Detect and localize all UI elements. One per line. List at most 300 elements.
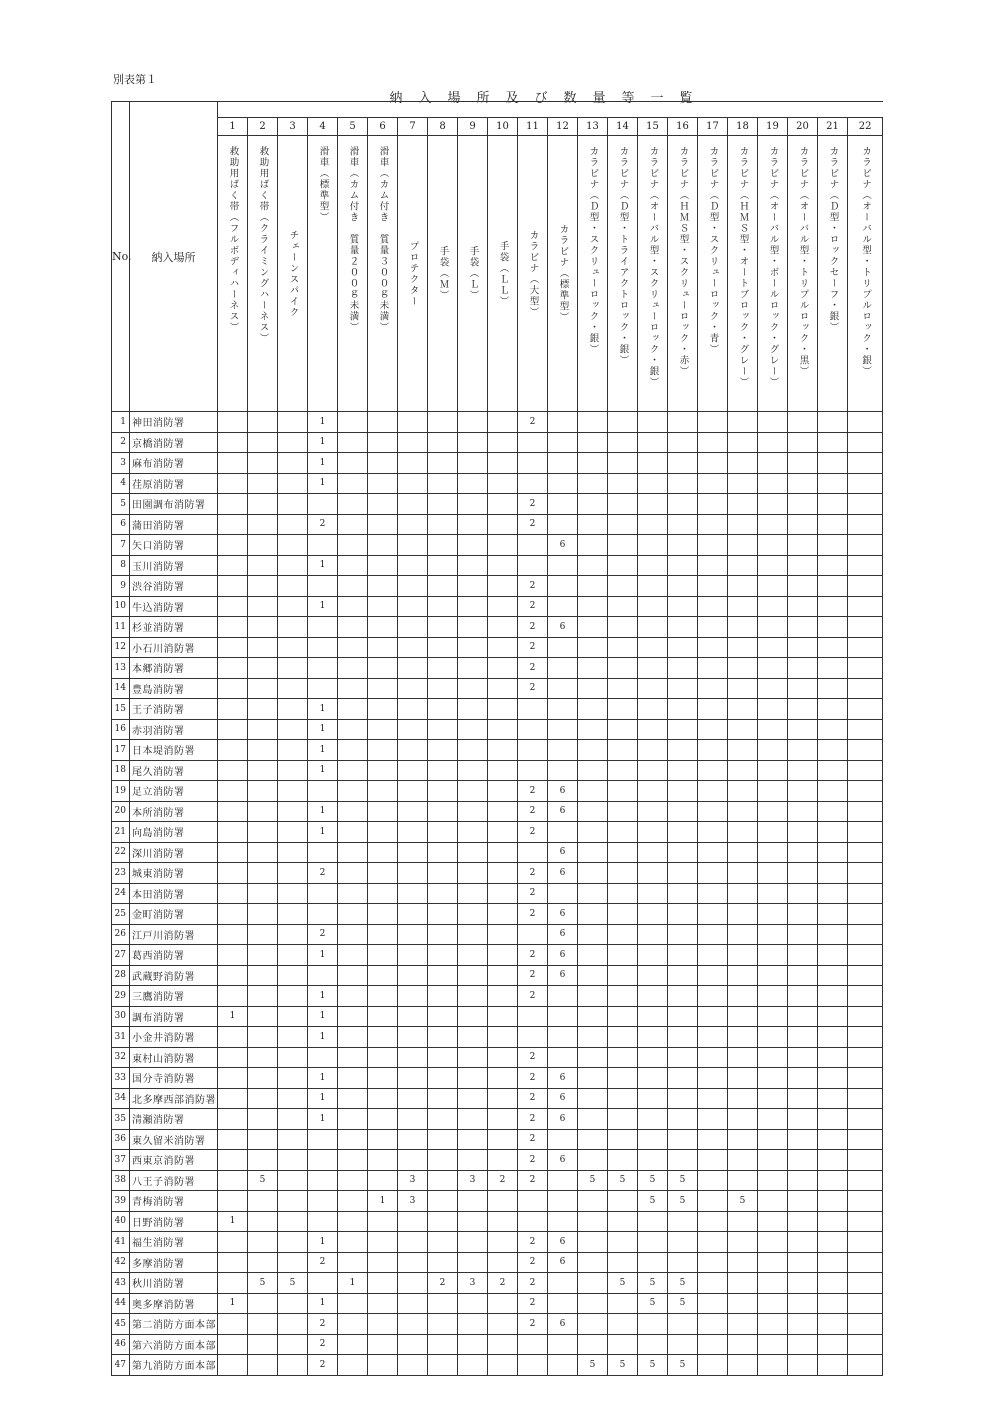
quantity-cell: 2 — [308, 1314, 338, 1335]
quantity-cell: 2 — [518, 596, 548, 617]
quantity-cell — [248, 1088, 278, 1109]
quantity-cell — [608, 1068, 638, 1089]
quantity-cell — [338, 883, 368, 904]
quantity-cell — [278, 617, 308, 638]
quantity-cell — [338, 658, 368, 679]
quantity-cell — [368, 412, 398, 433]
quantity-cell — [608, 1150, 638, 1171]
quantity-cell — [818, 760, 848, 781]
quantity-cell — [698, 1150, 728, 1171]
quantity-cell — [548, 555, 578, 576]
quantity-cell — [458, 1355, 488, 1376]
quantity-cell — [518, 535, 548, 556]
quantity-cell — [428, 924, 458, 945]
quantity-cell — [818, 1088, 848, 1109]
quantity-cell — [608, 535, 638, 556]
quantity-cell — [608, 1334, 638, 1355]
quantity-cell — [668, 781, 698, 802]
quantity-cell — [578, 412, 608, 433]
row-number: 9 — [112, 576, 130, 597]
quantity-cell — [278, 494, 308, 515]
quantity-cell — [728, 1314, 758, 1335]
quantity-cell — [758, 883, 788, 904]
quantity-cell — [278, 1293, 308, 1314]
quantity-cell — [218, 699, 248, 720]
row-number: 24 — [112, 883, 130, 904]
quantity-cell — [608, 740, 638, 761]
quantity-cell — [638, 1006, 668, 1027]
quantity-cell — [338, 1170, 368, 1191]
quantity-cell — [638, 965, 668, 986]
quantity-cell — [608, 945, 638, 966]
quantity-cell — [758, 1109, 788, 1130]
quantity-cell — [788, 1232, 818, 1253]
row-number: 47 — [112, 1355, 130, 1376]
column-number: 18 — [728, 118, 758, 136]
quantity-cell — [458, 514, 488, 535]
delivery-place: 秋川消防署 — [130, 1273, 218, 1294]
quantity-cell — [548, 1355, 578, 1376]
quantity-cell — [518, 1191, 548, 1212]
quantity-cell — [668, 473, 698, 494]
quantity-cell — [278, 760, 308, 781]
quantity-cell — [668, 617, 698, 638]
delivery-place: 城東消防署 — [130, 863, 218, 884]
quantity-cell — [848, 555, 883, 576]
quantity-cell — [638, 945, 668, 966]
delivery-place: 三鷹消防署 — [130, 986, 218, 1007]
quantity-cell — [698, 1314, 728, 1335]
row-number: 26 — [112, 924, 130, 945]
row-number: 7 — [112, 535, 130, 556]
quantity-cell — [368, 1027, 398, 1048]
quantity-cell — [338, 781, 368, 802]
quantity-cell — [218, 1068, 248, 1089]
quantity-cell — [398, 1150, 428, 1171]
item-header — [398, 136, 428, 412]
quantity-cell — [488, 740, 518, 761]
quantity-cell — [368, 453, 398, 474]
quantity-cell — [578, 1088, 608, 1109]
quantity-cell — [398, 473, 428, 494]
quantity-cell: 5 — [608, 1170, 638, 1191]
table-row — [112, 678, 883, 699]
table-row — [112, 719, 883, 740]
quantity-cell — [758, 494, 788, 515]
quantity-cell — [638, 678, 668, 699]
quantity-cell — [218, 801, 248, 822]
quantity-cell — [488, 637, 518, 658]
quantity-cell — [848, 822, 883, 843]
quantity-cell — [638, 1314, 668, 1335]
table-row — [112, 986, 883, 1007]
quantity-cell — [818, 514, 848, 535]
quantity-cell — [788, 1252, 818, 1273]
row-number: 37 — [112, 1150, 130, 1171]
quantity-cell — [638, 883, 668, 904]
quantity-cell — [548, 699, 578, 720]
item-header — [818, 136, 848, 412]
quantity-cell — [668, 822, 698, 843]
quantity-cell — [848, 1068, 883, 1089]
quantity-cell — [788, 453, 818, 474]
quantity-cell — [338, 1150, 368, 1171]
item-header-label: 救助用ばく帯（クライミングハーネス） — [257, 146, 269, 344]
quantity-cell — [458, 760, 488, 781]
table-row — [112, 1129, 883, 1150]
quantity-cell — [728, 473, 758, 494]
quantity-cell — [788, 412, 818, 433]
quantity-cell — [308, 1191, 338, 1212]
quantity-cell: 5 — [638, 1170, 668, 1191]
table-row — [112, 1252, 883, 1273]
quantity-cell — [218, 1027, 248, 1048]
quantity-cell — [488, 842, 518, 863]
table-row — [112, 494, 883, 515]
quantity-cell: 2 — [308, 1252, 338, 1273]
quantity-cell: 6 — [548, 842, 578, 863]
quantity-cell — [278, 1170, 308, 1191]
quantity-cell — [788, 863, 818, 884]
quantity-cell — [728, 986, 758, 1007]
row-number: 13 — [112, 658, 130, 679]
table-body — [112, 412, 883, 1376]
quantity-cell: 5 — [578, 1355, 608, 1376]
quantity-cell — [428, 1191, 458, 1212]
item-header-label: カラビナ（オーバル型・スクリューロック・銀） — [647, 146, 659, 388]
row-number: 45 — [112, 1314, 130, 1335]
quantity-cell — [458, 1109, 488, 1130]
quantity-cell — [848, 1150, 883, 1171]
item-header — [668, 136, 698, 412]
quantity-cell — [548, 719, 578, 740]
column-number-row — [112, 118, 883, 136]
quantity-cell — [248, 576, 278, 597]
quantity-cell — [638, 658, 668, 679]
quantity-cell — [728, 494, 758, 515]
quantity-cell — [698, 514, 728, 535]
quantity-cell: 2 — [518, 883, 548, 904]
quantity-cell — [788, 658, 818, 679]
quantity-cell — [668, 494, 698, 515]
quantity-cell — [278, 596, 308, 617]
quantity-cell — [218, 596, 248, 617]
item-header-label: 滑車（標準型） — [317, 146, 329, 223]
quantity-cell — [278, 1314, 308, 1335]
quantity-cell — [848, 1170, 883, 1191]
quantity-cell — [698, 555, 728, 576]
quantity-cell — [278, 453, 308, 474]
column-number: 10 — [488, 118, 518, 136]
row-number: 1 — [112, 412, 130, 433]
quantity-cell: 1 — [308, 801, 338, 822]
quantity-cell — [548, 760, 578, 781]
quantity-cell — [338, 1334, 368, 1355]
row-number: 46 — [112, 1334, 130, 1355]
quantity-cell: 1 — [308, 1109, 338, 1130]
row-number: 28 — [112, 965, 130, 986]
item-header-label: チェーンスパイク — [287, 229, 299, 318]
quantity-cell — [278, 822, 308, 843]
delivery-place: 田園調布消防署 — [130, 494, 218, 515]
quantity-cell: 2 — [518, 801, 548, 822]
quantity-cell — [578, 719, 608, 740]
delivery-place: 北多摩西部消防署 — [130, 1088, 218, 1109]
item-header — [698, 136, 728, 412]
quantity-cell — [788, 760, 818, 781]
item-header — [608, 136, 638, 412]
quantity-cell — [788, 945, 818, 966]
quantity-cell — [848, 1129, 883, 1150]
quantity-cell — [488, 576, 518, 597]
quantity-cell — [788, 1191, 818, 1212]
quantity-cell — [518, 842, 548, 863]
quantity-cell — [338, 924, 368, 945]
quantity-cell: 5 — [728, 1191, 758, 1212]
row-number: 39 — [112, 1191, 130, 1212]
item-header — [218, 136, 248, 412]
quantity-cell — [458, 1334, 488, 1355]
quantity-cell: 2 — [518, 412, 548, 433]
quantity-cell — [458, 842, 488, 863]
row-number: 3 — [112, 453, 130, 474]
item-header — [458, 136, 488, 412]
quantity-cell — [428, 1170, 458, 1191]
quantity-cell — [818, 924, 848, 945]
quantity-cell — [548, 1211, 578, 1232]
quantity-cell — [848, 576, 883, 597]
quantity-cell — [728, 1150, 758, 1171]
column-number: 22 — [848, 118, 883, 136]
quantity-cell — [248, 1211, 278, 1232]
quantity-cell — [818, 535, 848, 556]
quantity-cell — [458, 986, 488, 1007]
quantity-cell — [848, 678, 883, 699]
quantity-cell — [428, 453, 458, 474]
quantity-cell — [458, 1027, 488, 1048]
quantity-cell — [458, 494, 488, 515]
quantity-cell — [668, 412, 698, 433]
quantity-cell — [758, 719, 788, 740]
quantity-cell — [638, 1150, 668, 1171]
quantity-cell — [428, 617, 458, 638]
table-row — [112, 1170, 883, 1191]
quantity-cell — [488, 1191, 518, 1212]
delivery-place: 江戸川消防署 — [130, 924, 218, 945]
quantity-cell — [548, 1047, 578, 1068]
quantity-cell — [638, 555, 668, 576]
quantity-cell — [398, 1334, 428, 1355]
quantity-cell — [428, 494, 458, 515]
quantity-cell — [488, 965, 518, 986]
quantity-cell — [668, 658, 698, 679]
row-number: 29 — [112, 986, 130, 1007]
quantity-cell — [518, 1027, 548, 1048]
quantity-cell — [368, 699, 398, 720]
quantity-cell — [218, 1109, 248, 1130]
quantity-cell — [458, 617, 488, 638]
quantity-cell — [518, 1006, 548, 1027]
quantity-cell: 2 — [308, 924, 338, 945]
quantity-cell — [458, 1047, 488, 1068]
quantity-cell — [788, 617, 818, 638]
quantity-cell — [578, 760, 608, 781]
quantity-cell — [548, 1293, 578, 1314]
quantity-cell — [608, 842, 638, 863]
quantity-cell — [638, 1068, 668, 1089]
quantity-cell — [248, 658, 278, 679]
quantity-cell — [488, 1047, 518, 1068]
quantity-cell — [698, 1068, 728, 1089]
quantity-cell — [788, 432, 818, 453]
quantity-cell — [368, 842, 398, 863]
delivery-place: 八王子消防署 — [130, 1170, 218, 1191]
quantity-cell — [488, 453, 518, 474]
quantity-cell — [818, 1314, 848, 1335]
quantity-cell — [578, 1334, 608, 1355]
quantity-cell — [488, 945, 518, 966]
quantity-cell — [848, 904, 883, 925]
quantity-cell — [368, 781, 398, 802]
quantity-cell — [248, 883, 278, 904]
quantity-cell — [698, 1252, 728, 1273]
quantity-cell — [848, 1293, 883, 1314]
quantity-cell: 6 — [548, 1232, 578, 1253]
quantity-cell — [398, 1047, 428, 1068]
quantity-cell — [458, 781, 488, 802]
quantity-cell — [818, 1129, 848, 1150]
quantity-cell: 5 — [668, 1170, 698, 1191]
quantity-cell — [458, 1129, 488, 1150]
quantity-cell — [818, 945, 848, 966]
quantity-cell — [758, 1334, 788, 1355]
quantity-cell — [698, 760, 728, 781]
quantity-cell — [788, 535, 818, 556]
quantity-cell — [608, 965, 638, 986]
quantity-cell — [668, 904, 698, 925]
quantity-cell — [218, 637, 248, 658]
quantity-cell — [428, 863, 458, 884]
row-number: 10 — [112, 596, 130, 617]
row-number: 30 — [112, 1006, 130, 1027]
quantity-cell — [488, 1252, 518, 1273]
quantity-cell — [338, 412, 368, 433]
quantity-cell — [578, 883, 608, 904]
quantity-cell — [578, 617, 608, 638]
quantity-cell — [218, 473, 248, 494]
quantity-cell — [278, 801, 308, 822]
quantity-cell — [368, 1129, 398, 1150]
quantity-cell — [488, 494, 518, 515]
quantity-cell — [278, 719, 308, 740]
quantity-cell: 2 — [518, 781, 548, 802]
quantity-cell — [848, 658, 883, 679]
item-header — [338, 136, 368, 412]
quantity-cell — [728, 1109, 758, 1130]
quantity-cell — [818, 473, 848, 494]
quantity-cell — [728, 699, 758, 720]
quantity-cell — [248, 1047, 278, 1068]
header-spacer-row — [112, 102, 883, 118]
quantity-cell — [458, 883, 488, 904]
quantity-cell — [278, 965, 308, 986]
quantity-cell — [848, 535, 883, 556]
table-row — [112, 1088, 883, 1109]
quantity-cell: 2 — [518, 576, 548, 597]
delivery-place: 王子消防署 — [130, 699, 218, 720]
table-row — [112, 1150, 883, 1171]
quantity-cell — [428, 699, 458, 720]
delivery-place: 武蔵野消防署 — [130, 965, 218, 986]
quantity-cell — [698, 699, 728, 720]
quantity-cell — [398, 1088, 428, 1109]
quantity-cell — [608, 904, 638, 925]
quantity-cell — [248, 1068, 278, 1089]
item-header-label: 手袋（ＬＬ） — [497, 240, 509, 307]
table-row — [112, 924, 883, 945]
quantity-cell — [458, 1006, 488, 1027]
quantity-cell — [488, 678, 518, 699]
quantity-cell — [758, 1191, 788, 1212]
column-number: 2 — [248, 118, 278, 136]
quantity-cell — [788, 1170, 818, 1191]
quantity-cell — [488, 822, 518, 843]
quantity-cell — [668, 760, 698, 781]
quantity-cell — [758, 965, 788, 986]
quantity-cell — [338, 1191, 368, 1212]
quantity-cell — [758, 555, 788, 576]
quantity-cell — [578, 535, 608, 556]
quantity-cell — [668, 945, 698, 966]
quantity-cell — [368, 924, 398, 945]
quantity-cell — [758, 535, 788, 556]
delivery-place: 本郷消防署 — [130, 658, 218, 679]
quantity-cell — [698, 617, 728, 638]
quantity-cell — [278, 535, 308, 556]
quantity-cell — [488, 1068, 518, 1089]
quantity-cell — [728, 1047, 758, 1068]
quantity-cell — [578, 1273, 608, 1294]
quantity-cell — [848, 514, 883, 535]
quantity-cell — [818, 1150, 848, 1171]
quantity-cell — [848, 432, 883, 453]
quantity-cell — [488, 555, 518, 576]
quantity-cell: 6 — [548, 535, 578, 556]
quantity-cell — [698, 719, 728, 740]
quantity-cell — [398, 883, 428, 904]
delivery-place: 玉川消防署 — [130, 555, 218, 576]
quantity-cell — [698, 432, 728, 453]
quantity-cell — [488, 699, 518, 720]
quantity-cell — [638, 986, 668, 1007]
quantity-cell — [758, 801, 788, 822]
quantity-cell — [458, 1252, 488, 1273]
table-row — [112, 760, 883, 781]
quantity-cell — [818, 822, 848, 843]
quantity-cell — [218, 904, 248, 925]
quantity-cell — [338, 555, 368, 576]
quantity-cell — [368, 883, 398, 904]
delivery-place: 小石川消防署 — [130, 637, 218, 658]
quantity-cell — [728, 822, 758, 843]
delivery-place: 第九消防方面本部 — [130, 1355, 218, 1376]
quantity-cell — [668, 1211, 698, 1232]
quantity-cell — [488, 883, 518, 904]
row-number: 36 — [112, 1129, 130, 1150]
quantity-cell — [458, 1150, 488, 1171]
quantity-cell — [818, 883, 848, 904]
quantity-cell — [728, 576, 758, 597]
